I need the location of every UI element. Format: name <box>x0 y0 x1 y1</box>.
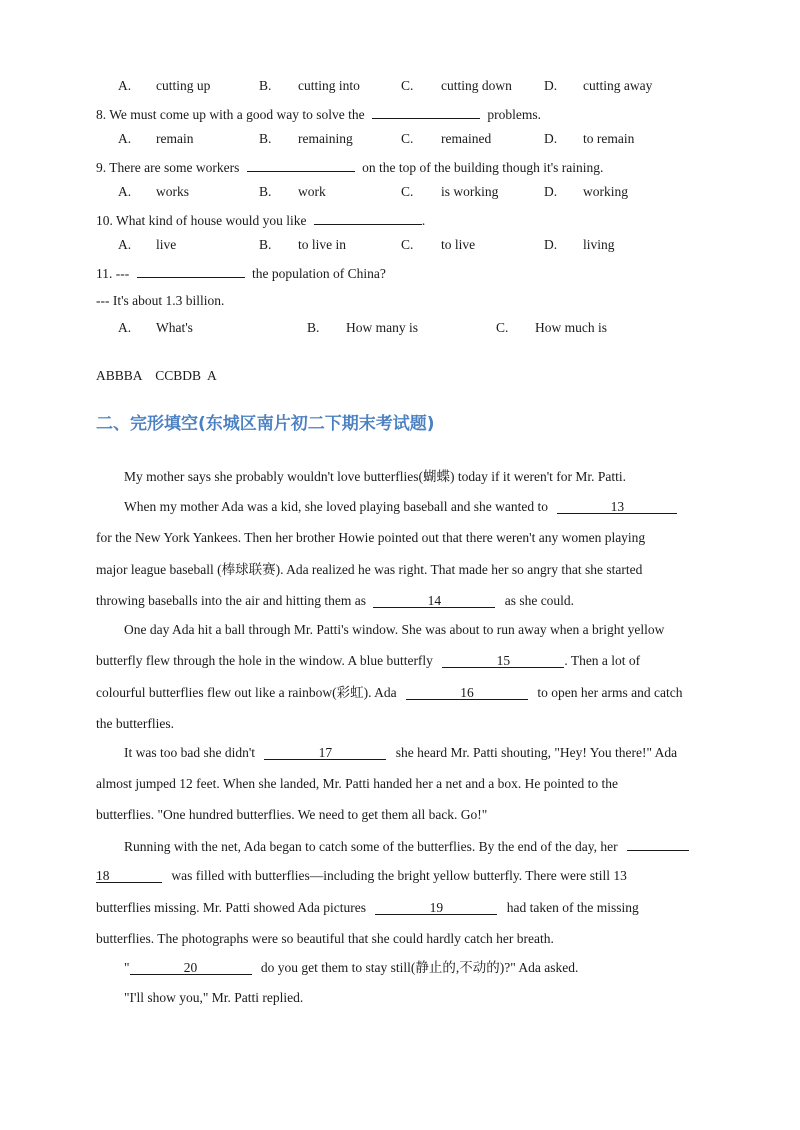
option-letter: C. <box>401 131 414 146</box>
option-letter: B. <box>259 184 272 199</box>
blank-number: 15 <box>496 653 511 668</box>
blank-18 <box>96 868 162 883</box>
option-letter: B. <box>259 237 272 252</box>
option-text: is working <box>441 184 499 199</box>
question-stem-text: 10. What kind of house would you like <box>96 213 307 228</box>
blank-number: 16 <box>460 685 474 700</box>
question-stem-text: the population of China? <box>252 266 386 281</box>
option-text: working <box>583 184 628 199</box>
blank-number: 13 <box>610 499 625 514</box>
passage-text: she heard Mr. Patti shouting, "Hey! You there!" Ada <box>395 745 678 760</box>
option-letter: D. <box>544 131 558 146</box>
option-text: to remain <box>583 131 635 146</box>
answer-blank <box>372 104 480 119</box>
passage-text: Running with the net, Ada began to catch some of the butterflies. By the end of the day, her <box>124 839 618 854</box>
option-letter: A. <box>118 78 132 93</box>
passage-line <box>96 899 639 917</box>
option-letter: A. <box>118 320 132 335</box>
blank-13 <box>557 499 677 514</box>
blank-number: 19 <box>429 900 444 915</box>
passage-line <box>124 959 578 977</box>
passage-text: butterfly flew through the hole in the window. A blue butterfly <box>96 653 433 668</box>
section-heading: 二、完形填空(东城区南片初二下期末考试题) <box>96 414 435 434</box>
option-letter: C. <box>401 184 414 199</box>
blank-18-start <box>627 836 689 851</box>
option-text: work <box>298 184 326 199</box>
passage-text: It was too bad she didn't <box>124 745 256 760</box>
option-text: live <box>156 237 177 252</box>
blank-number: 18 <box>96 868 110 883</box>
question-stem-text: 9. There are some workers <box>96 160 240 175</box>
question-8-stem <box>96 104 541 124</box>
option-letter: C. <box>401 237 414 252</box>
passage-text: . Then a lot of <box>564 653 641 668</box>
blank-20 <box>130 960 252 975</box>
question-11-reply: --- It's about 1.3 billion. <box>96 293 225 308</box>
option-letter: A. <box>118 131 132 146</box>
passage-line: for the New York Yankees. Then her brother Howie pointed out that there weren't any women playing <box>96 530 646 545</box>
question-stem-text: 11. --- <box>96 266 130 281</box>
blank-15 <box>442 653 564 668</box>
blank-number: 14 <box>427 593 442 608</box>
passage-line: My mother says she probably wouldn't love butterflies(蝴蝶) today if it weren't for Mr. Patti. <box>124 469 627 484</box>
option-text: How much is <box>535 320 607 335</box>
passage-line <box>124 744 677 762</box>
option-letter: D. <box>544 237 558 252</box>
passage-text: do you get them to stay still(静止的,不动的)?" Ada asked. <box>260 960 579 975</box>
blank-16 <box>406 685 528 700</box>
passage-text: to open her arms and catch <box>537 685 683 700</box>
option-text: to live in <box>298 237 346 252</box>
option-text: How many is <box>346 320 418 335</box>
option-text: remaining <box>298 131 353 146</box>
option-text: works <box>156 184 189 199</box>
question-11-stem <box>96 263 386 283</box>
passage-line: almost jumped 12 feet. When she landed, Mr. Patti handed her a net and a box. He pointed to the <box>96 776 618 791</box>
passage-line <box>124 836 689 856</box>
option-text: to live <box>441 237 476 252</box>
blank-number: 20 <box>183 960 198 975</box>
question-stem-text: 8. We must come up with a good way to solve the <box>96 107 365 122</box>
question-9-stem <box>96 157 603 177</box>
passage-line <box>96 867 627 885</box>
blank-17 <box>264 745 386 760</box>
option-letter: B. <box>259 78 272 93</box>
passage-text: colourful butterflies flew out like a rainbow(彩虹). Ada <box>96 685 397 700</box>
passage-text: as she could. <box>504 593 575 608</box>
option-text: remain <box>156 131 194 146</box>
passage-line: the butterflies. <box>96 716 174 731</box>
passage-line <box>96 652 640 670</box>
option-text: cutting into <box>298 78 360 93</box>
option-letter: B. <box>259 131 272 146</box>
passage-text: " <box>124 960 130 975</box>
passage-line <box>124 498 677 516</box>
option-letter: A. <box>118 237 132 252</box>
option-letter: C. <box>496 320 509 335</box>
option-letter: B. <box>307 320 320 335</box>
option-letter: C. <box>401 78 414 93</box>
blank-19 <box>375 900 497 915</box>
option-letter: D. <box>544 78 558 93</box>
answer-blank <box>314 210 422 225</box>
option-text: cutting up <box>156 78 211 93</box>
passage-line: butterflies. "One hundred butterflies. We need to get them all back. Go!" <box>96 807 488 822</box>
question-stem-text: . <box>421 213 426 228</box>
answer-blank <box>137 263 245 278</box>
blank-14 <box>373 593 495 608</box>
passage-text: had taken of the missing <box>506 900 639 915</box>
passage-text: butterflies missing. Mr. Patti showed Ada pictures <box>96 900 366 915</box>
option-letter: A. <box>118 184 132 199</box>
passage-line <box>96 592 574 610</box>
question-stem-text: on the top of the building though it's raining. <box>362 160 604 175</box>
option-text: cutting away <box>583 78 653 93</box>
passage-line: major league baseball (棒球联赛). Ada realized he was right. That made her so angry that she started <box>96 562 643 577</box>
blank-number: 17 <box>318 745 333 760</box>
option-letter: D. <box>544 184 558 199</box>
passage-line: "I'll show you," Mr. Patti replied. <box>124 990 304 1005</box>
option-text: What's <box>156 320 193 335</box>
question-10-stem <box>96 210 425 230</box>
answer-key: ABBBA CCBDB A <box>96 368 217 383</box>
option-text: cutting down <box>441 78 512 93</box>
option-text: living <box>583 237 615 252</box>
option-text: remained <box>441 131 492 146</box>
passage-text: was filled with butterflies—including the bright yellow butterfly. There were still 13 <box>171 868 627 883</box>
question-stem-text: problems. <box>487 107 541 122</box>
passage-text: When my mother Ada was a kid, she loved playing baseball and she wanted to <box>124 499 549 514</box>
passage-line: One day Ada hit a ball through Mr. Patti's window. She was about to run away when a bright yellow <box>124 622 665 637</box>
passage-line <box>96 684 683 702</box>
answer-blank <box>247 157 355 172</box>
passage-line: butterflies. The photographs were so beautiful that she could hardly catch her breath. <box>96 931 554 946</box>
passage-text: throwing baseballs into the air and hitting them as <box>96 593 366 608</box>
